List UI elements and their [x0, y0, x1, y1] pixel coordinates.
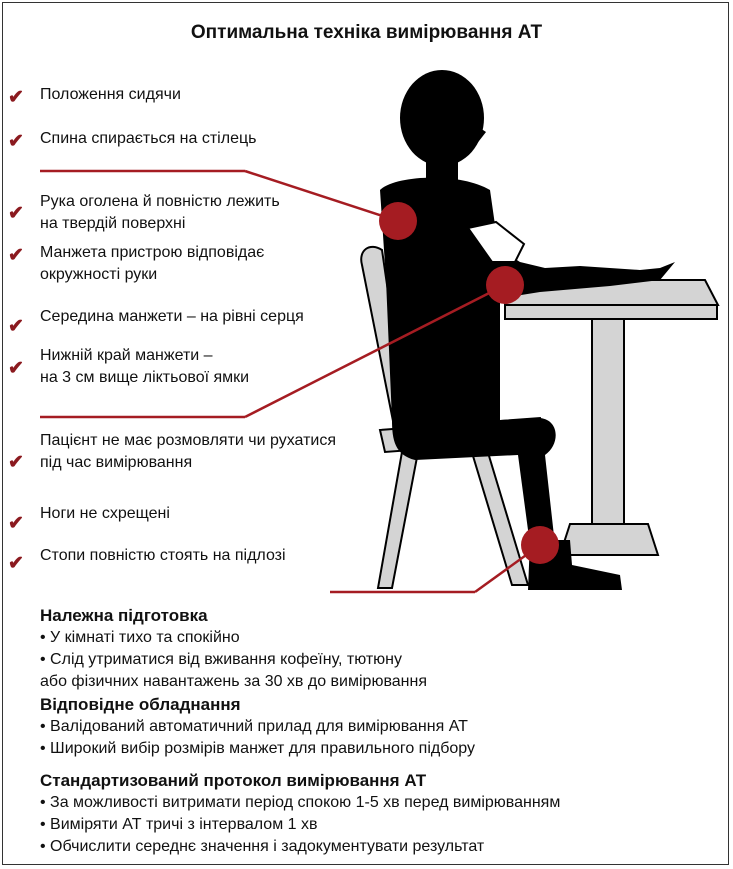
bullet-item: • У кімнаті тихо та спокійно: [40, 629, 240, 646]
section-heading: Належна підготовка: [40, 606, 208, 625]
bullet-item: або фізичних навантажень за 30 хв до вимірювання: [40, 673, 427, 690]
checklist-item: Спина спирається на стілець: [40, 130, 257, 147]
callout-dot-feet: [521, 526, 559, 564]
check-icon: ✔: [8, 553, 24, 574]
check-icon: ✔: [8, 316, 24, 337]
checklist-item: Положення сидячи: [40, 86, 181, 103]
check-icon: ✔: [8, 131, 24, 152]
bullet-item: • Обчислити середнє значення і задокументувати результат: [40, 838, 485, 855]
check-icon: ✔: [8, 358, 24, 379]
section-heading: Стандартизований протокол вимірювання АТ: [40, 771, 427, 790]
check-icon: ✔: [8, 245, 24, 266]
checklist-item: Рука оголена й повністю лежить на твердій поверхні: [40, 193, 280, 232]
bullet-item: • Широкий вибір розмірів манжет для правильного підбору: [40, 740, 475, 757]
bullet-item: • Слід утриматися від вживання кофеїну, тютюну: [40, 651, 403, 668]
section-equipment: [40, 694, 730, 760]
bullet-item: • Валідований автоматичний прилад для вимірювання АТ: [40, 718, 468, 735]
section-preparation: [40, 605, 730, 693]
bullet-item: • За можливості витримати період спокою 1-5 хв перед вимірюванням: [40, 794, 561, 811]
checklist-item: Ноги не схрещені: [40, 505, 170, 522]
bullet-item: • Виміряти АТ тричі з інтервалом 1 хв: [40, 816, 318, 833]
section-heading: Відповідне обладнання: [40, 695, 241, 714]
page-title: Оптимальна техніка вимірювання АТ: [190, 22, 543, 43]
check-icon: ✔: [8, 452, 24, 473]
section-protocol: [40, 770, 730, 858]
check-icon: ✔: [8, 87, 24, 108]
checklist-item: Пацієнт не має розмовляти чи рухатися під час вимірювання: [40, 432, 337, 471]
person-silhouette: [380, 70, 675, 590]
checklist-item: Середина манжети – на рівні серця: [40, 308, 304, 325]
check-icon: ✔: [8, 513, 24, 534]
checklist-item: Стопи повністю стоять на підлозі: [40, 547, 286, 564]
callout-dot-arm: [379, 202, 417, 240]
checklist-item: Манжета пристрою відповідає окружності руки: [40, 244, 265, 283]
checklist-item: Нижній край манжети – на 3 см вище ліктьової ямки: [40, 347, 250, 386]
check-icon: ✔: [8, 203, 24, 224]
callout-dot-cuff: [486, 266, 524, 304]
